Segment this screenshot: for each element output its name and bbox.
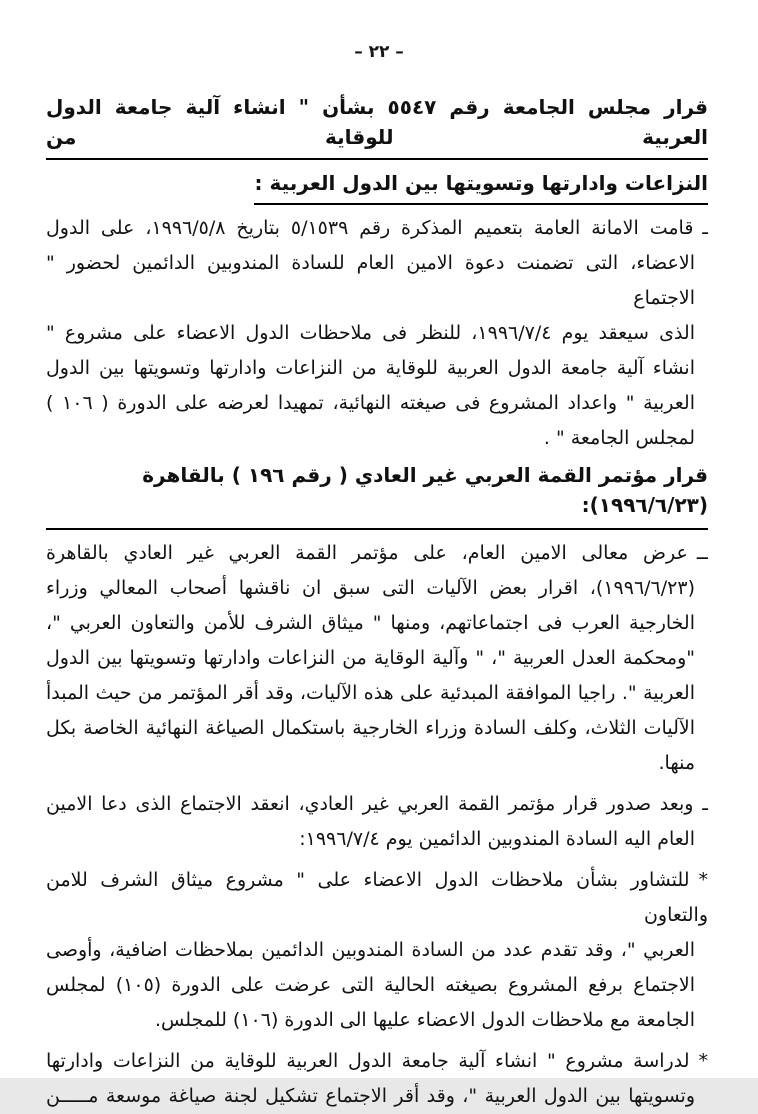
page-number: – ٢٢ – bbox=[354, 42, 404, 62]
document-body bbox=[46, 211, 708, 1114]
text-line: لمجلس الجامعة " . bbox=[543, 427, 695, 449]
para-secretariat-memo bbox=[46, 211, 708, 456]
section-heading-text: قرار مؤتمر القمة العربي غير العادي ( رقم ١٩٦ ) بالقاهرة (١٩٩٦/٦/٢٣): bbox=[46, 460, 708, 530]
text-line: الذى سيعقد يوم ١٩٩٦/٧/٤، للنظر فى ملاحظات الدول الاعضاء على مشروع " bbox=[46, 322, 695, 344]
page-content bbox=[46, 92, 708, 1114]
text-line: وتسويتها بين الدول العربية "، وقد أقر الاجتماع تشكيل لجنة صياغة موسعة مـــــن bbox=[46, 1085, 695, 1107]
text-line: ـقامت الامانة العامة بتعميم المذكرة رقم ٥/١٥٣٩ بتاريخ ١٩٩٦/٥/٨، على الدول bbox=[46, 211, 708, 246]
text-line: العربية " واعداد المشروع فى صيغته النهائية، تمهيدا لعرضه على الدورة ( ١٠٦ ) bbox=[46, 392, 695, 414]
document-title-line1: قرار مجلس الجامعة رقم ٥٥٤٧ بشأن " انشاء آلية جامعة الدول العربية للوقاية من bbox=[46, 92, 708, 160]
text-line: العام اليه السادة المندوبين الدائمين يوم ١٩٩٦/٧/٤: bbox=[299, 828, 695, 850]
text-line: الخارجية العرب فى اجتماعاتهم، ومنها " ميثاق الشرف للأمن والتعاون العربي "، bbox=[46, 612, 695, 634]
text-line: "ومحكمة العدل العربية "، " وآلية الوقاية من النزاعات وادارتها وتسويتها بين الدول bbox=[46, 647, 695, 669]
document-title-line2-wrap bbox=[46, 168, 708, 205]
para-post-summit-meeting bbox=[46, 787, 708, 857]
heading-summit-resolution bbox=[46, 460, 708, 530]
text-line: العربي "، وقد تقدم عدد من السادة المندوبين الدائمين بملاحظات اضافية، وأوصى bbox=[46, 939, 695, 961]
text-line: العربية ". راجيا الموافقة المبدئية على هذه الآليات، وقد أقر المؤتمر من حيث المبدأ bbox=[46, 682, 695, 704]
text-line: ـوبعد صدور قرار مؤتمر القمة العربي غير العادي، انعقد الاجتماع الذى دعا الامين bbox=[46, 787, 708, 822]
item-mechanism-study bbox=[46, 1044, 708, 1114]
text-line: الآليات الثلاث، وكلف السادة وزراء الخارجية باستكمال الصياغة النهائية الخاصة بكل bbox=[46, 717, 695, 739]
text-line: (١٩٩٦/٦/٢٣)، اقرار بعض الآليات التى سبق ان ناقشها أصحاب المعالي وزراء bbox=[46, 577, 695, 599]
text-line: ــعرض معالى الامين العام، على مؤتمر القمة العربي غير العادي بالقاهرة bbox=[46, 536, 708, 571]
dash-bullet-marker: ـ bbox=[702, 793, 708, 815]
text-line: *لدراسة مشروع " انشاء آلية جامعة الدول العربية للوقاية من النزاعات وادارتها bbox=[46, 1044, 708, 1079]
asterisk-bullet-marker: * bbox=[698, 1050, 708, 1072]
dash-bullet-marker: ــ bbox=[696, 542, 708, 564]
item-charter-consultation bbox=[46, 863, 708, 1038]
text-line: منها. bbox=[658, 752, 695, 774]
text-line: الاجتماع برفع المشروع بصيغته الحالية التى عرضت على الدورة (١٠٥) لمجلس bbox=[46, 974, 695, 996]
text-line: الاعضاء، التى تضمنت دعوة الامين العام للسادة المندوبين الدائمين لحضور " الاجتماع bbox=[46, 252, 695, 309]
text-line: انشاء آلية جامعة الدول العربية للوقاية من النزاعات وادارتها وتسويتها بين الدول bbox=[46, 357, 695, 379]
document-title-line2: النزاعات وادارتها وتسويتها بين الدول العربية : bbox=[254, 168, 708, 205]
asterisk-bullet-marker: * bbox=[698, 869, 708, 891]
text-line: *للتشاور بشأن ملاحظات الدول الاعضاء على " مشروع ميثاق الشرف للامن والتعاون bbox=[46, 863, 708, 933]
dash-bullet-marker: ـ bbox=[702, 217, 708, 239]
para-summit-presentation bbox=[46, 536, 708, 781]
text-line: الجامعة مع ملاحظات الدول الاعضاء عليها الى الدورة (١٠٦) للمجلس. bbox=[155, 1009, 695, 1031]
